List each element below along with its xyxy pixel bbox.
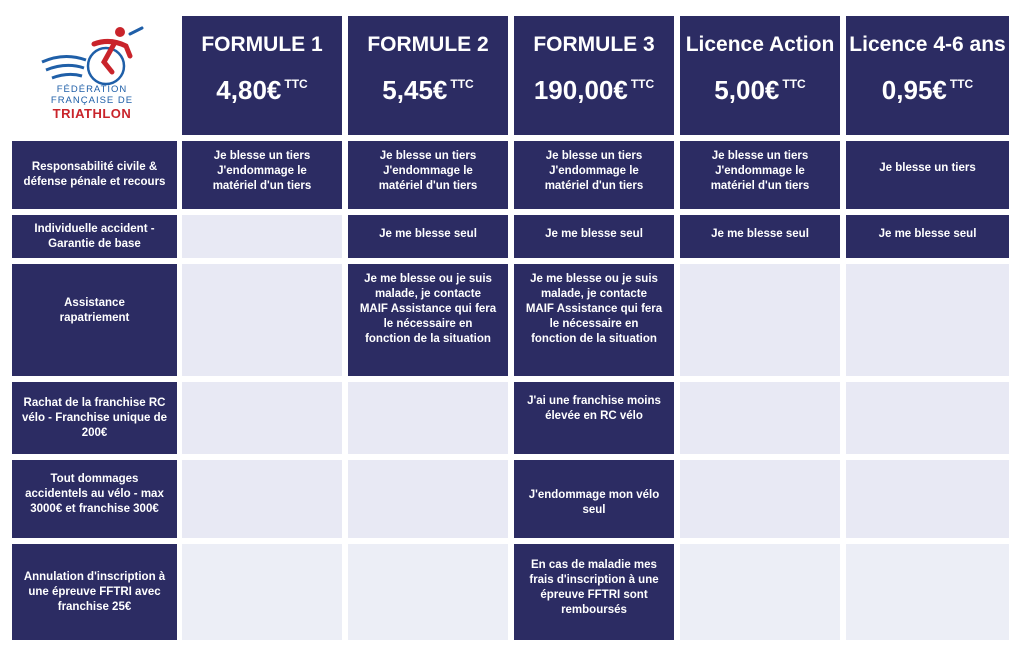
table-cell: Je me blesse seul — [514, 215, 674, 258]
column-name: Licence 4-6 ans — [849, 33, 1006, 56]
column-header-licence-action — [680, 16, 840, 135]
column-header-formule-3 — [514, 16, 674, 135]
table-cell: Je me blesse seul — [846, 215, 1009, 258]
table-cell-empty — [348, 382, 508, 454]
table-cell-empty — [846, 382, 1009, 454]
column-name: Licence Action — [685, 33, 835, 56]
table-cell-empty — [348, 460, 508, 538]
row-label-responsabilite-civile: Responsabilité civile & défense pénale et recours — [12, 141, 177, 209]
column-name: FORMULE 2 — [367, 33, 489, 56]
column-header-licence-4-6-ans — [846, 16, 1009, 135]
table-cell-empty — [846, 460, 1009, 538]
column-price: 5,00€ $^{TTC}$ — [714, 75, 806, 105]
column-price: 190,00€ $^{TTC}$ — [533, 75, 655, 105]
table-cell: Je blesse un tiers J'endommage le matériel d'un tiers — [514, 141, 674, 209]
table-cell-empty — [182, 215, 342, 258]
column-header-formule-2 — [348, 16, 508, 135]
table-cell-empty — [680, 544, 840, 640]
table-cell: J'ai une franchise moins élevée en RC vélo — [514, 382, 674, 454]
logo-line-3: TRIATHLON — [52, 106, 132, 121]
table-cell: Je me blesse ou je suis malade, je contacte MAIF Assistance qui fera le nécessaire en fonction de la situation — [348, 264, 508, 376]
table-cell-empty — [182, 264, 342, 376]
table-cell: Je me blesse ou je suis malade, je contacte MAIF Assistance qui fera le nécessaire en fonction de la situation — [514, 264, 674, 376]
table-cell-empty — [182, 382, 342, 454]
logo-line-1: FÉDÉRATION — [56, 84, 128, 95]
table-cell-empty — [182, 544, 342, 640]
table-cell: Je blesse un tiers J'endommage le matériel d'un tiers — [680, 141, 840, 209]
column-header-formule-1 — [182, 16, 342, 135]
table-cell-empty — [182, 460, 342, 538]
row-label-assistance-rapatriement: Assistance rapatriement — [12, 264, 177, 376]
table-cell: Je blesse un tiers — [846, 141, 1009, 209]
table-cell: J'endommage mon vélo seul — [514, 460, 674, 538]
table-cell: En cas de maladie mes frais d'inscription à une épreuve FFTRI sont remboursés — [514, 544, 674, 640]
table-cell-empty — [348, 544, 508, 640]
row-label-annulation-inscription: Annulation d'inscription à une épreuve FFTRI avec franchise 25€ — [12, 544, 177, 640]
table-cell-empty — [680, 382, 840, 454]
table-cell-empty — [680, 264, 840, 376]
column-price: 0,95€ $^{TTC}$ — [881, 75, 974, 105]
column-name: FORMULE 1 — [201, 33, 323, 56]
row-label-individuelle-accident: Individuelle accident - Garantie de base — [12, 215, 177, 258]
column-price: 5,45€ $^{TTC}$ — [382, 75, 474, 105]
table-cell: Je me blesse seul — [348, 215, 508, 258]
table-cell-empty — [846, 544, 1009, 640]
row-label-tout-dommages: Tout dommages accidentels au vélo - max 3000€ et franchise 300€ — [12, 460, 177, 538]
logo-line-2: FRANÇAISE DE — [50, 95, 134, 106]
table-cell: Je me blesse seul — [680, 215, 840, 258]
row-label-rachat-franchise: Rachat de la franchise RC vélo - Franchise unique de 200€ — [12, 382, 177, 454]
table-cell-empty — [680, 460, 840, 538]
table-cell-empty — [846, 264, 1009, 376]
table-cell: Je blesse un tiers J'endommage le matériel d'un tiers — [182, 141, 342, 209]
column-price: 4,80€ $^{TTC}$ — [216, 75, 308, 105]
column-name: FORMULE 3 — [533, 33, 655, 56]
table-cell: Je blesse un tiers J'endommage le matériel d'un tiers — [348, 141, 508, 209]
